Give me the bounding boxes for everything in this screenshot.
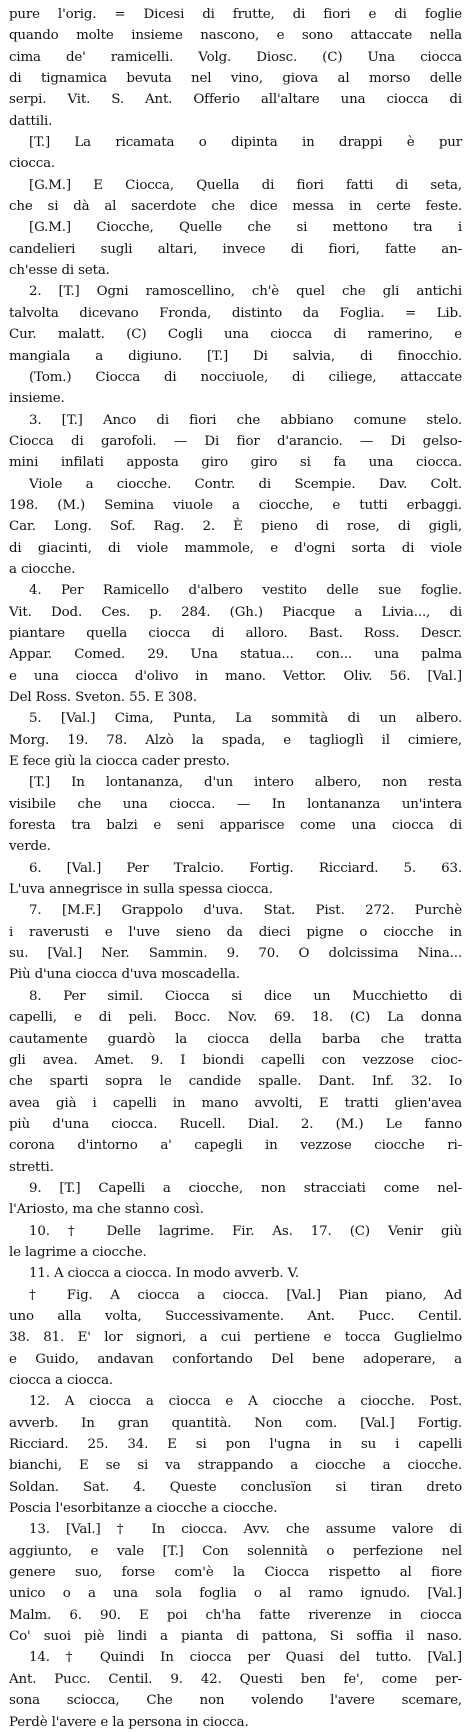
text-line: e una ciocca d'olivo in mano. Vettor. Oliv. 56. [Val.] (9, 668, 462, 684)
text-line: aggiunto, e vale [T.] Con solennità o perfezione nel (9, 1543, 462, 1559)
text-line: [T.] La ricamata o dipinta in drappi è pur (29, 135, 462, 151)
text-line: insieme. (9, 391, 65, 407)
text-line: verde. (9, 839, 51, 855)
text-line: Ciocca di garofoli. — Di fior d'arancio. — Di gelso- (9, 433, 462, 449)
text-line: 9. [T.] Capelli a ciocche, non stracciati come nel- (29, 1180, 462, 1196)
text-line: avea già i capelli in mano avvolti, E tratti glien'avea (9, 1095, 462, 1111)
text-line: Morg. 19. 78. Alzò la spada, e taglioglì il cimiere, (9, 732, 462, 748)
text-line: Vit. Dod. Ces. p. 284. (Gh.) Piacque a Livia..., di (9, 604, 462, 620)
text-line: quando molte insieme nascono, e sono attaccate nella (9, 28, 462, 44)
text-line: 198. (M.) Semina viuole a ciocche, e tutti erbaggi. (9, 497, 462, 513)
text-line: Viole a ciocche. Contr. di Scempie. Dav. Colt. (29, 476, 462, 492)
text-line: Malm. 6. 90. E poi ch'ha fatte riverenze in ciocca (9, 1607, 462, 1623)
text-line: cautamente guardò la ciocca della barba che tratta (9, 1031, 462, 1047)
text-line: le lagrime a ciocche. (9, 1244, 147, 1260)
text-line: Più d'una ciocca d'uva moscadella. (9, 967, 240, 983)
text-line: su. [Val.] Ner. Sammin. 9. 70. O dolcissima Nina... (9, 946, 462, 962)
text-line: uno alla volta, Successivamente. Ant. Pucc. Centil. (9, 1308, 462, 1324)
text-line: 2. [T.] Ogni ramoscellino, ch'è quel che gli antichi (29, 284, 462, 300)
text-line: 12. A ciocca a ciocca e A ciocche a ciocche. Post. (29, 1394, 462, 1410)
text-line: 8. Per simil. Ciocca si dice un Mucchietto di (29, 988, 462, 1004)
text-line: Co' suoi piè lindi a pianta di pattona, Si soffia il naso. (9, 1629, 462, 1645)
text-line: [G.M.] E Ciocca, Quella di fiori fatti di seta, (29, 177, 462, 193)
text-line: Cur. malatt. (C) Cogli una ciocca di ramerino, e (9, 327, 462, 343)
text-line: mini infilati apposta giro giro si fa una ciocca. (9, 455, 462, 471)
text-line: [T.] In lontananza, d'un intero albero, non resta (29, 775, 462, 791)
text-line: Ant. Pucc. Centil. 9. 42. Questi ben fe', come per- (9, 1671, 462, 1687)
text-line: Soldan. Sat. 4. Queste conclusïon si tiran dreto (9, 1479, 462, 1495)
text-line: a ciocche. (9, 561, 76, 577)
text-line: i raverusti e l'uve sieno da dieci pigne o ciocche in (9, 924, 462, 940)
text-line: corona d'intorno a' capegli in vezzose ciocche ri- (9, 1138, 462, 1154)
text-line: foresta tra balzi e seni apparisce come una ciocca di (9, 818, 462, 834)
text-line: che si dà al sacerdote che dice messa in certe feste. (9, 199, 462, 215)
text-line: E fece giù la ciocca cader presto. (9, 754, 230, 770)
text-line: bianchi, E se si va strappando a ciocche a ciocche. (9, 1458, 462, 1474)
text-line: l'Ariosto, ma che stanno così. (9, 1202, 204, 1218)
text-line: † Fig. A ciocca a ciocca. [Val.] Pian piano, Ad (29, 1287, 462, 1303)
text-line: cima de' ramicelli. Volg. Diosc. (C) Una ciocca (9, 49, 462, 65)
text-line: ciocca a ciocca. (9, 1373, 114, 1388)
text-line: più d'una ciocca. Rucell. Dial. 2. (M.) Le fanno (9, 1116, 462, 1132)
text-line: ciocca. (9, 156, 56, 172)
text-line: 38. 81. E' lor signori, a cui pertiene e tocca Guglielmo (9, 1330, 462, 1346)
text-line: 4. Per Ramicello d'albero vestito delle sue foglie. (29, 583, 462, 599)
text-line: di tignamica bevuta nel vino, giova al morso delle (9, 71, 462, 87)
text-line: serpi. Vit. S. Ant. Offerio all'altare una ciocca di (9, 92, 462, 108)
text-line: 14. † Quindi In ciocca per Quasi del tutto. [Val.] (29, 1650, 462, 1666)
text-line: [G.M.] Ciocche, Quelle che si mettono tra i (29, 220, 462, 236)
text-line: Perdè l'avere e la persona in ciocca. (9, 1714, 249, 1730)
text-line: stretti. (9, 1159, 54, 1175)
text-line: avverb. In gran quantità. Non com. [Val.] Fortig. (9, 1415, 462, 1431)
text-line: visibile che una ciocca. — In lontananza un'intera (9, 796, 462, 812)
text-line: unico o a una sola foglia o al ramo ignudo. [Val.] (9, 1586, 462, 1602)
text-line: e Guido, andavan confortando Del bene adoperare, a (9, 1351, 462, 1367)
text-line: Car. Long. Sof. Rag. 2. È pieno di rose, di gigli, (9, 519, 462, 535)
text-line: candelieri sugli altari, invece di fiori, fatte an- (9, 241, 462, 257)
text-line: 11. A ciocca a ciocca. In modo avverb. V. (29, 1266, 299, 1282)
text-line: pure l'orig. = Dicesi di frutte, di fiori e di foglie (9, 7, 462, 22)
text-line: 5. [Val.] Cima, Punta, La sommità di un albero. (29, 711, 462, 727)
text-line: mangiala a digiuno. [T.] Di salvia, di finocchio. (9, 348, 462, 364)
text-line: 6. [Val.] Per Tralcio. Fortig. Ricciard. 5. 63. (29, 860, 462, 876)
text-line: gli avea. Amet. 9. I biondi capelli con vezzose cioc- (9, 1052, 462, 1068)
text-line: genere suo, forse com'è la Ciocca rispetto al fiore (9, 1565, 462, 1581)
text-line: capelli, e di peli. Bocc. Nov. 69. 18. (C) La donna (9, 1010, 462, 1026)
text-line: ch'esse di seta. (9, 263, 110, 279)
text-line: Appar. Comed. 29. Una statua... con... una palma (9, 647, 462, 663)
text-line: piantare quella ciocca di alloro. Bast. Ross. Descr. (9, 625, 462, 641)
text-line: Poscia l'esorbitanze a ciocche a ciocche. (9, 1501, 278, 1517)
text-line: sona sciocca, Che non volendo l'avere scemare, (9, 1693, 462, 1709)
text-line: Ricciard. 25. 34. E si pon l'ugna in su i capelli (9, 1437, 462, 1453)
text-line: 13. [Val.] † In ciocca. Avv. che assume valore di (29, 1522, 462, 1538)
text-line: che sparti sopra le candide spalle. Dant. Inf. 32. Io (9, 1074, 462, 1090)
text-line: Del Ross. Sveton. 55. E 308. (9, 690, 198, 705)
text-line: dattili. (9, 113, 53, 129)
text-line: 3. [T.] Anco di fiori che abbiano comune stelo. (29, 412, 462, 428)
text-line: (Tom.) Ciocca di nocciuole, di ciliege, attaccate (29, 369, 462, 385)
text-line: di giacinti, di viole mammole, e d'ogni sorta di viole (9, 540, 462, 556)
text-line: 10. † Delle lagrime. Fir. As. 17. (C) Venir giù (29, 1223, 462, 1239)
text-line: talvolta dicevano Fronda, distinto da Foglia. = Lib. (9, 305, 462, 321)
text-line: L'uva annegrisce in sulla spessa ciocca. (9, 882, 273, 898)
text-line: 7. [M.F.] Grappolo d'uva. Stat. Pist. 272. Purchè (29, 903, 462, 919)
